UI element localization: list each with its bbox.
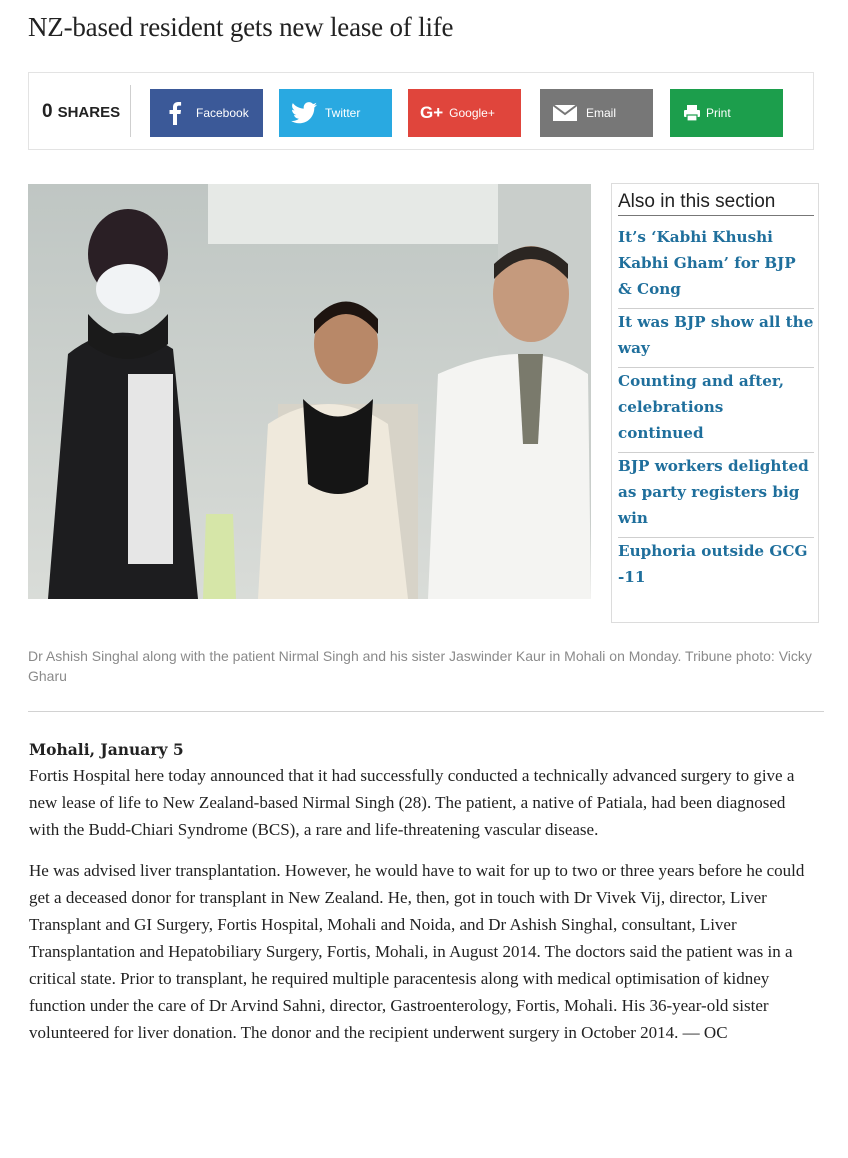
google-plus-share-button[interactable] <box>408 89 521 137</box>
print-button[interactable] <box>670 89 783 137</box>
related-article-link[interactable]: It was BJP show all the way <box>618 313 814 357</box>
related-article-link[interactable]: Counting and after, celebrations continued <box>618 372 785 442</box>
twitter-share-label: Twitter <box>325 106 361 120</box>
share-count-number: 0 <box>42 101 53 122</box>
related-article-link[interactable]: BJP workers delighted as party registers big win <box>618 457 809 527</box>
list-item <box>618 453 814 538</box>
sidebar-heading: Also in this section <box>618 191 814 216</box>
list-item <box>618 309 814 368</box>
related-articles-list <box>618 224 814 596</box>
article-body <box>29 738 819 1060</box>
list-item <box>618 538 814 596</box>
share-bar <box>28 72 814 150</box>
envelope-icon <box>552 100 578 126</box>
email-share-label: Email <box>586 106 617 120</box>
google-plus-share-label: Google+ <box>449 106 495 120</box>
email-share-button[interactable] <box>540 89 653 137</box>
twitter-icon <box>291 100 317 126</box>
section-divider <box>28 711 824 712</box>
share-count <box>42 101 120 123</box>
dateline: Mohali, January 5 <box>29 740 184 759</box>
print-label: Print <box>706 106 731 120</box>
article-photo-illustration <box>28 184 591 599</box>
article-title: NZ-based resident gets new lease of life <box>28 12 454 42</box>
article-photo <box>28 184 591 599</box>
photo-caption: Dr Ashish Singhal along with the patient Nirmal Singh and his sister Jaswinder Kaur in Mohali on Monday. Tribune photo: Vicky Gharu <box>28 648 812 684</box>
share-count-label: SHARES <box>57 104 121 121</box>
google-plus-icon: G+ <box>420 103 444 122</box>
related-article-link[interactable]: It’s ‘Kabhi Khushi Kabhi Gham’ for BJP & Cong <box>618 228 796 298</box>
article-paragraph: He was advised liver transplantation. However, he would have to wait for up to two or three years before he could get a deceased donor for transplant in New Zealand. He, then, got in touch with Dr Vivek Vij, director, Liver Transplant and GI Surgery, Fortis Hospital, Mohali and Noida, and Dr Ashish Singhal, consultant, Liver Transplantation and Hepatobiliary Surgery, Fortis, Mohali, in August 2014. The doctors said the patient was in a critical state. Prior to transplant, he required multiple paracentesis along with medical optimisation of kidney function under the care of Dr Arvind Sahni, director, Gastroenterology, Fortis, Mohali. His 36-year-old sister volunteered for liver donation. The donor and the recipient underwent surgery in October 2014. — OC <box>29 861 805 1042</box>
related-article-link[interactable]: Euphoria outside GCG -11 <box>618 542 808 586</box>
printer-icon <box>682 100 702 126</box>
facebook-icon <box>162 100 188 126</box>
related-articles-sidebar <box>611 183 819 623</box>
twitter-share-button[interactable] <box>279 89 392 137</box>
list-item <box>618 368 814 453</box>
facebook-share-label: Facebook <box>196 106 249 120</box>
facebook-share-button[interactable] <box>150 89 263 137</box>
list-item <box>618 224 814 309</box>
share-divider <box>130 85 131 137</box>
article-paragraph: Fortis Hospital here today announced that it had successfully conducted a technically advanced surgery to give a new lease of life to New Zealand-based Nirmal Singh (28). The patient, a native of Patiala, had been diagnosed with the Budd-Chiari Syndrome (BCS), a rare and life-threatening vascular disease. <box>29 766 795 839</box>
